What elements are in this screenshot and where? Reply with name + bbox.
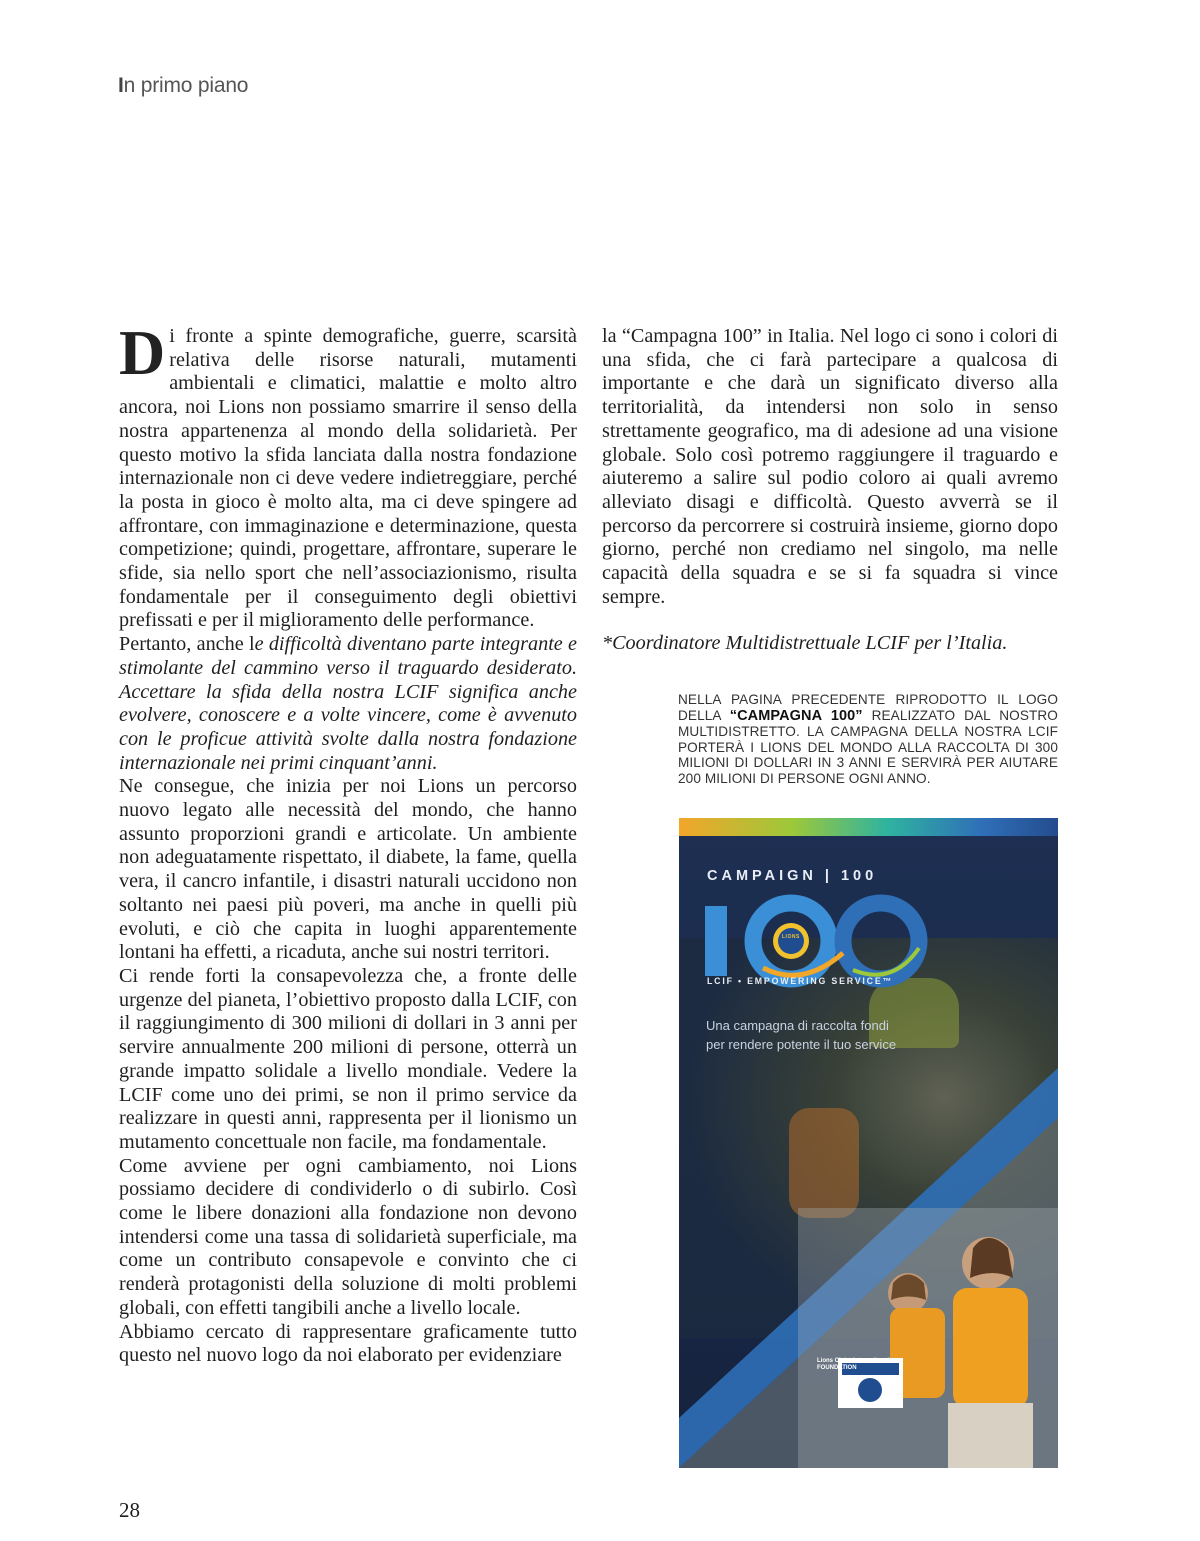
caption-highlight: “CAMPAGNA 100” <box>729 707 863 724</box>
lions-badge: LIONS <box>782 934 800 940</box>
author-note: *Coordinatore Multidistrettuale LCIF per l’Italia. <box>602 632 1008 655</box>
poster-tagline: LCIF • EMPOWERING SERVICE™ <box>707 976 894 986</box>
page-number: 28 <box>119 1498 140 1522</box>
article-paragraph-2: Pertanto, anche le difficoltà diventano parte integrante e stimolante del cammino verso il traguardo desiderato. Accettare la sfida della nostra LCIF significa anche evolvere, conoscere e a volte vincere, come è avvenuto con le proficue attività svolte dalla nostra fondazione internazionale nei primi cinquant’anni. <box>119 633 578 774</box>
image-caption: NELLA PAGINA PRECEDENTE RIPRODOTTO IL LOGO DELLA “CAMPAGNA 100” REALIZZATO DAL NOSTRO MULTIDISTRETTO. LA CAMPAGNA DELLA NOSTRA LCIF PORTERÀ I LIONS DEL MONDO ALLA RACCOLTA DI 300 MILIONI DI DOLLARI IN 3 ANNI E SERVIRÀ PER AIUTARE 200 MILIONI DI PERSONE OGNI ANNO. <box>678 692 1058 786</box>
article-paragraph-1: Di fronte a spinte demografiche, guerre, scarsità relativa delle risorse naturali, mutamenti ambientali e climatici, malattie e molto altro ancora, noi Lions non possiamo smarrire il senso della nostra appartenenza al mondo della solidarietà. Per questo motivo la sfida lanciata dalla nostra fondazione internazionale non ci deve vedere indietreggiare, perché la posta in gioco è molto alta, ma ci deve spingere ad affrontare, con immaginazione e determinazione, questa competizione; quindi, progettare, affrontare, superare le sfide, sia nello sport che nell’associazionismo, risulta fondamentale per il conseguimento degli obiettivi prefissati e per il miglioramento delle performance. <box>119 317 577 632</box>
article-paragraph-6: Abbiamo cercato di rappresentare graficamente tutto questo nel nuovo logo da noi elaborato per evidenziare <box>119 1320 577 1367</box>
drop-cap: D <box>119 317 166 388</box>
foundation-flag-text: Lions Clubs International FOUNDATION <box>817 1358 890 1371</box>
campaign-100-poster <box>679 818 1058 1468</box>
poster-slogan: Una campagna di raccolta fondi per rendere potente il tuo service <box>706 1018 897 1052</box>
article-right-column <box>602 325 1058 656</box>
section-label-initial: I <box>118 74 124 97</box>
poster-people-photo <box>798 1208 1058 1468</box>
article-left-column <box>119 317 578 1368</box>
section-label-rest: n primo piano <box>123 74 249 97</box>
article-paragraph-5: Come avviene per ogni cambiamento, noi Lions possiamo decidere di condividerlo o di subirlo. Così come le libere donazioni alla fondazione non devono intendersi come una tassa di solidarietà superficiale, ma come un contributo consapevole e convinto che ci renderà protagonisti della soluzione di molti problemi globali, con effetti tangibili anche a livello locale. <box>119 1154 577 1319</box>
article-paragraph-4: Ci rende forti la consapevolezza che, a fronte delle urgenze del pianeta, l’obiettivo proposto dalla LCIF, con il raggiungimento di 300 milioni di dollari in 3 anni per servire annualmente 200 milioni di persone, otterrà un grande impatto solidale a livello mondiale. Vedere la LCIF come uno dei primi, se non il primo service da realizzare in questi anni, rappresenta per il lionismo un mutamento concettuale non facile, ma fondamentale. <box>119 964 577 1153</box>
article-paragraph-3: Ne consegue, che inizia per noi Lions un percorso nuovo legato alle necessità del mondo, che hanno assunto proporzioni grandi e articolate. Un ambiente non adeguatamente rispettato, il diabete, la fame, quella vera, il cancro infantile, i disastri naturali uccidono non soltanto nei paesi più poveri, ma anche in quelli più evoluti, e ciò che capita in luoghi apparentemente lontani ha effetti, a ricaduta, anche sui nostri territori. <box>119 775 577 964</box>
article-paragraph-7: la “Campagna 100” in Italia. Nel logo ci sono i colori di una sfida, che ci farà partecipare a qualcosa di importante e che darà un significato diverso alla territorialità, da intendersi non solo in senso strettamente geografico, ma di adesione ad una visione globale. Solo così potremo raggiungere il traguardo e aiuteremo a salire sul podio coloro ai quali avremo alleviato disagi e difficoltà. Questo avverrà se il percorso da percorrere si costruirà insieme, giorno dopo giorno, perché non crediamo nel singolo, ma nelle capacità della squadra e se si fa squadra si vince sempre. <box>602 325 1058 608</box>
section-label <box>118 74 248 98</box>
poster-campaign-title: CAMPAIGN | 100 <box>707 868 878 884</box>
poster-100-logo <box>703 878 1003 988</box>
